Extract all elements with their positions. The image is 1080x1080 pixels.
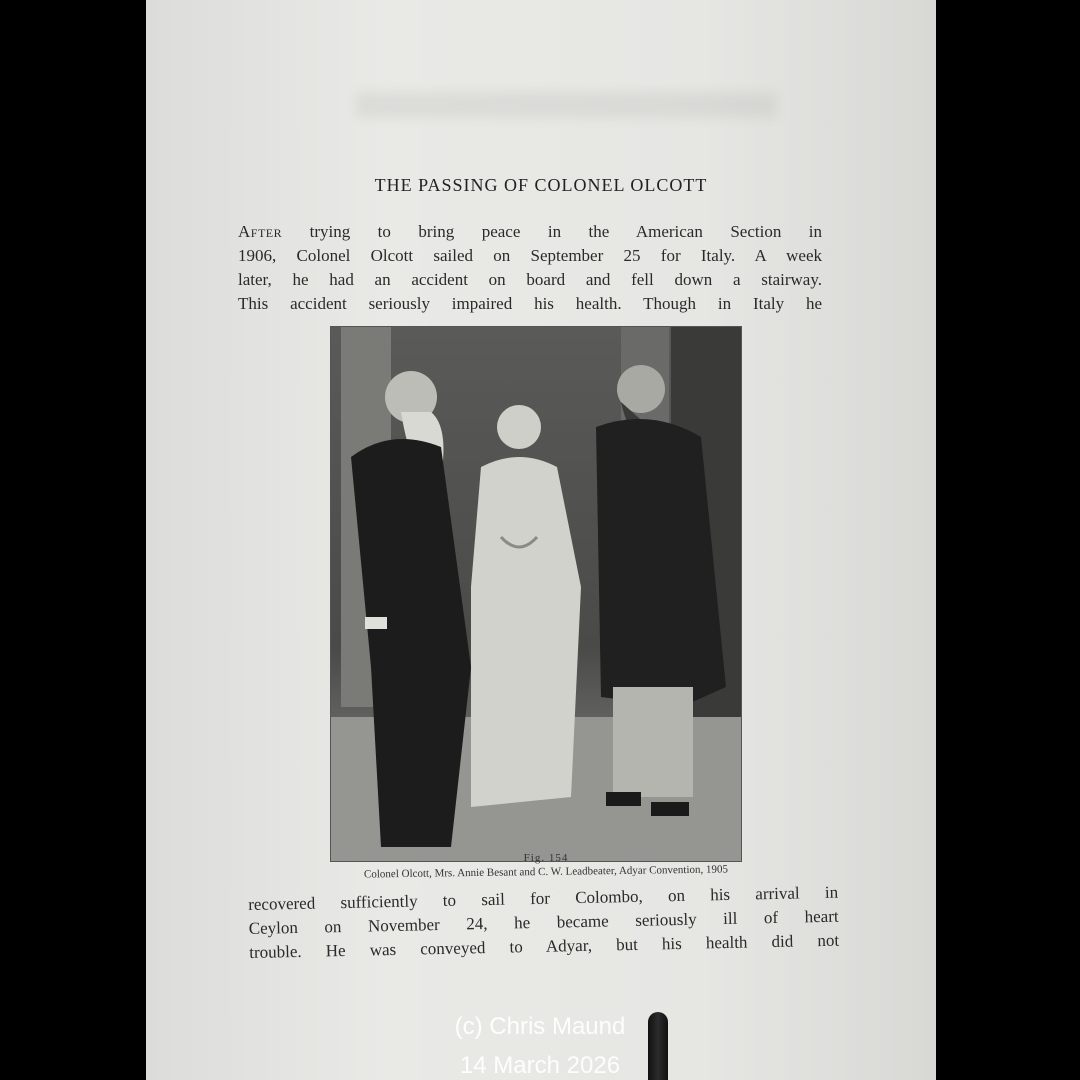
figure-photograph [330,326,742,862]
paragraph-line: recovered sufficiently to sail for Colombo, on his arrival in [248,882,839,914]
line-text: trying to bring peace in the American Section in [309,222,823,241]
paragraph-bottom [248,881,839,965]
watermark-date: 14 March 2026 [459,1052,621,1079]
paragraph-line [238,220,822,244]
paragraph-line: later, he had an accident on board and fell down a stairway. [238,270,822,289]
paragraph-line: trouble. He was conveyed to Adyar, but his health did not [249,930,840,962]
paragraph-top [238,220,822,316]
figure-label: Fig. 154 [523,852,569,864]
paragraph-line: 1906, Colonel Olcott sailed on September 25 for Italy. A week [238,246,822,265]
figure-caption: Colonel Olcott, Mrs. Annie Besant and C. W. Leadbeater, Adyar Convention, 1905 [363,863,729,881]
book-page [146,0,936,1080]
paragraph-line: Ceylon on November 24, he became seriously ill of heart [248,906,839,938]
chapter-title: THE PASSING OF COLONEL OLCOTT [374,175,708,195]
lead-word: After [238,222,283,241]
show-through-text [356,92,776,118]
paragraph-line: This accident seriously impaired his health. Though in Italy he [238,294,822,313]
watermark-copyright: (c) Chris Maund [454,1013,626,1040]
